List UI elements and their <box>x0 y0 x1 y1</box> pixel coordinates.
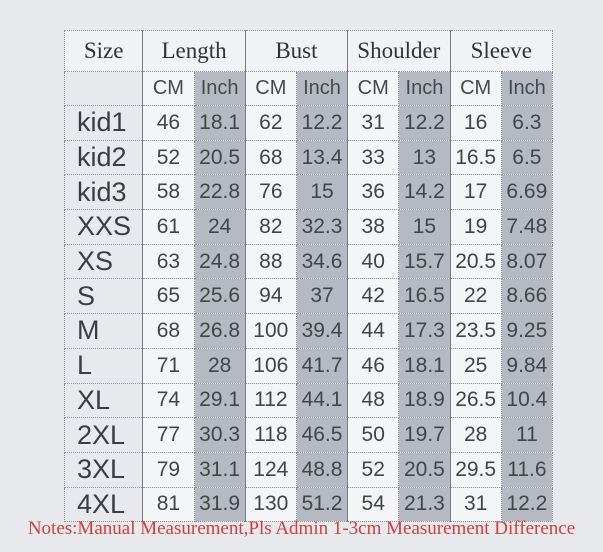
cm-value-cell: 71 <box>143 348 194 383</box>
table-row <box>65 418 553 453</box>
bust-cm-header: CM <box>245 72 296 106</box>
inch-value-cell: 31.9 <box>194 487 245 522</box>
cm-value-cell: 25 <box>450 348 501 383</box>
table-row <box>65 210 553 245</box>
inch-value-cell: 6.3 <box>501 106 552 141</box>
cm-value-cell: 100 <box>245 314 296 349</box>
table-row <box>65 348 553 383</box>
inch-value-cell: 39.4 <box>296 314 347 349</box>
table-row <box>65 314 553 349</box>
inch-value-cell: 19.7 <box>399 418 450 453</box>
size-label: XS <box>65 244 143 279</box>
inch-value-cell: 21.3 <box>399 487 450 522</box>
cm-value-cell: 61 <box>143 210 194 245</box>
size-label: S <box>65 279 143 314</box>
inch-value-cell: 12.2 <box>296 106 347 141</box>
cm-value-cell: 68 <box>245 140 296 175</box>
inch-value-cell: 24.8 <box>194 244 245 279</box>
inch-value-cell: 13.4 <box>296 140 347 175</box>
cm-value-cell: 50 <box>348 418 399 453</box>
table-row <box>65 279 553 314</box>
table-row <box>65 244 553 279</box>
table-row <box>65 175 553 210</box>
size-blank-cell <box>65 72 143 106</box>
shoulder-cm-header: CM <box>348 72 399 106</box>
inch-value-cell: 20.5 <box>399 452 450 487</box>
inch-value-cell: 9.84 <box>501 348 552 383</box>
inch-value-cell: 46.5 <box>296 418 347 453</box>
inch-value-cell: 6.69 <box>501 175 552 210</box>
cm-value-cell: 52 <box>143 140 194 175</box>
inch-value-cell: 14.2 <box>399 175 450 210</box>
cm-value-cell: 124 <box>245 452 296 487</box>
table-row <box>65 140 553 175</box>
cm-value-cell: 62 <box>245 106 296 141</box>
inch-value-cell: 18.1 <box>194 106 245 141</box>
sleeve-inch-header: Inch <box>501 72 552 106</box>
cm-value-cell: 118 <box>245 418 296 453</box>
inch-value-cell: 6.5 <box>501 140 552 175</box>
cm-value-cell: 79 <box>143 452 194 487</box>
length-cm-header: CM <box>143 72 194 106</box>
cm-value-cell: 81 <box>143 487 194 522</box>
cm-value-cell: 88 <box>245 244 296 279</box>
inch-value-cell: 10.4 <box>501 383 552 418</box>
shoulder-inch-header: Inch <box>399 72 450 106</box>
col-header-length: Length <box>143 31 245 72</box>
inch-value-cell: 17.3 <box>399 314 450 349</box>
inch-value-cell: 8.66 <box>501 279 552 314</box>
inch-value-cell: 34.6 <box>296 244 347 279</box>
cm-value-cell: 22 <box>450 279 501 314</box>
cm-value-cell: 58 <box>143 175 194 210</box>
inch-value-cell: 30.3 <box>194 418 245 453</box>
size-label: kid3 <box>65 175 143 210</box>
inch-value-cell: 31.1 <box>194 452 245 487</box>
cm-value-cell: 16 <box>450 106 501 141</box>
table-row <box>65 106 553 141</box>
inch-value-cell: 28 <box>194 348 245 383</box>
size-label: 2XL <box>65 418 143 453</box>
cm-value-cell: 42 <box>348 279 399 314</box>
cm-value-cell: 16.5 <box>450 140 501 175</box>
cm-value-cell: 48 <box>348 383 399 418</box>
cm-value-cell: 65 <box>143 279 194 314</box>
col-header-sleeve: Sleeve <box>450 31 552 72</box>
inch-value-cell: 26.8 <box>194 314 245 349</box>
size-label: 3XL <box>65 452 143 487</box>
table-row <box>65 487 553 522</box>
inch-value-cell: 15 <box>399 210 450 245</box>
inch-value-cell: 12.2 <box>501 487 552 522</box>
inch-value-cell: 11 <box>501 418 552 453</box>
cm-value-cell: 130 <box>245 487 296 522</box>
inch-value-cell: 22.8 <box>194 175 245 210</box>
cm-value-cell: 52 <box>348 452 399 487</box>
cm-value-cell: 112 <box>245 383 296 418</box>
size-chart-table <box>64 30 553 522</box>
inch-value-cell: 15 <box>296 175 347 210</box>
cm-value-cell: 31 <box>348 106 399 141</box>
cm-value-cell: 31 <box>450 487 501 522</box>
inch-value-cell: 51.2 <box>296 487 347 522</box>
size-label: L <box>65 348 143 383</box>
measurement-note: Notes:Manual Measurement,Pls Admin 1-3cm Measurement Difference <box>27 518 576 539</box>
cm-value-cell: 33 <box>348 140 399 175</box>
cm-value-cell: 94 <box>245 279 296 314</box>
size-label: kid2 <box>65 140 143 175</box>
inch-value-cell: 32.3 <box>296 210 347 245</box>
inch-value-cell: 37 <box>296 279 347 314</box>
inch-value-cell: 9.25 <box>501 314 552 349</box>
cm-value-cell: 19 <box>450 210 501 245</box>
cm-value-cell: 46 <box>143 106 194 141</box>
size-label: kid1 <box>65 106 143 141</box>
inch-value-cell: 48.8 <box>296 452 347 487</box>
group-header-row <box>65 31 553 72</box>
cm-value-cell: 40 <box>348 244 399 279</box>
cm-value-cell: 29.5 <box>450 452 501 487</box>
length-inch-header: Inch <box>194 72 245 106</box>
bust-inch-header: Inch <box>296 72 347 106</box>
unit-header-row <box>65 72 553 106</box>
cm-value-cell: 106 <box>245 348 296 383</box>
cm-value-cell: 46 <box>348 348 399 383</box>
size-label: 4XL <box>65 487 143 522</box>
cm-value-cell: 20.5 <box>450 244 501 279</box>
inch-value-cell: 13 <box>399 140 450 175</box>
cm-value-cell: 77 <box>143 418 194 453</box>
table-row <box>65 383 553 418</box>
cm-value-cell: 82 <box>245 210 296 245</box>
cm-value-cell: 26.5 <box>450 383 501 418</box>
table-row <box>65 452 553 487</box>
inch-value-cell: 12.2 <box>399 106 450 141</box>
cm-value-cell: 38 <box>348 210 399 245</box>
cm-value-cell: 44 <box>348 314 399 349</box>
inch-value-cell: 18.1 <box>399 348 450 383</box>
cm-value-cell: 54 <box>348 487 399 522</box>
cm-value-cell: 63 <box>143 244 194 279</box>
inch-value-cell: 29.1 <box>194 383 245 418</box>
inch-value-cell: 25.6 <box>194 279 245 314</box>
inch-value-cell: 44.1 <box>296 383 347 418</box>
inch-value-cell: 41.7 <box>296 348 347 383</box>
cm-value-cell: 17 <box>450 175 501 210</box>
inch-value-cell: 18.9 <box>399 383 450 418</box>
cm-value-cell: 28 <box>450 418 501 453</box>
inch-value-cell: 8.07 <box>501 244 552 279</box>
inch-value-cell: 24 <box>194 210 245 245</box>
size-label: XXS <box>65 210 143 245</box>
inch-value-cell: 20.5 <box>194 140 245 175</box>
cm-value-cell: 23.5 <box>450 314 501 349</box>
inch-value-cell: 7.48 <box>501 210 552 245</box>
sleeve-cm-header: CM <box>450 72 501 106</box>
cm-value-cell: 74 <box>143 383 194 418</box>
col-header-shoulder: Shoulder <box>348 31 450 72</box>
inch-value-cell: 16.5 <box>399 279 450 314</box>
col-header-bust: Bust <box>245 31 347 72</box>
col-header-size: Size <box>65 31 143 72</box>
inch-value-cell: 15.7 <box>399 244 450 279</box>
inch-value-cell: 11.6 <box>501 452 552 487</box>
size-label: XL <box>65 383 143 418</box>
cm-value-cell: 36 <box>348 175 399 210</box>
cm-value-cell: 76 <box>245 175 296 210</box>
size-label: M <box>65 314 143 349</box>
cm-value-cell: 68 <box>143 314 194 349</box>
